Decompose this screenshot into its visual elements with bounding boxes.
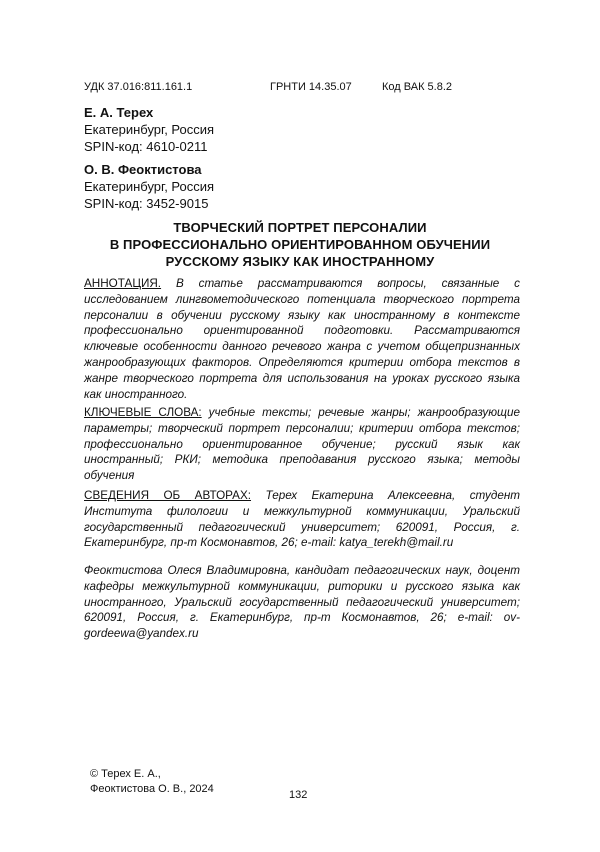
copyright [90,767,214,797]
abstract-label: АННОТАЦИЯ. [84,277,162,290]
copyright-line-1: © Терех Е. А., [90,768,161,780]
author-info-text-1: Терех Екатерина Алексеевна, студент Института филологии и межкультурной коммуникации, Уральский государственный педагогический университет; 620091, Россия, г. Екатеринбург, пр-т Космонавтов, 26; e-mail: katya_terekh@mail.ru [84,489,520,550]
author-name: Е. А. Терех [84,105,154,120]
vak-code: Код ВАК 5.8.2 [382,81,452,93]
author-info-2 [84,563,520,642]
title-line: ТВОРЧЕСКИЙ ПОРТРЕТ ПЕРСОНАЛИИ [173,220,427,235]
author-block-1 [84,104,214,155]
keywords-label: КЛЮЧЕВЫЕ СЛОВА: [84,406,202,419]
author-info-text-2: Феоктистова Олеся Владимировна, кандидат педагогических наук, доцент кафедры межкультурной коммуникации, риторики и русского языка как иностранного, Уральский государственный педагогический университет; 620091, Россия, г. Екатеринбург, пр-т Космонавтов, 26; e-mail: ov-gordeewa@yandex.ru [84,564,520,641]
udk-code: УДК 37.016:811.161.1 [84,81,193,93]
grnti-code: ГРНТИ 14.35.07 [270,81,352,93]
author-name: О. В. Феоктистова [84,162,202,177]
copyright-line-2: Феоктистова О. В., 2024 [90,783,214,795]
author-spin: SPIN-код: 4610-0211 [84,139,208,154]
keywords-text: учебные тексты; речевые жанры; жанрообразующие параметры; творческий портрет персоналии; критерии отбора текстов; профессионально ориентированное обучение; русский язык как иностранный; РКИ; методика преподавания русского языка; методы обучения [84,406,520,483]
author-info-label: СВЕДЕНИЯ ОБ АВТОРАХ: [84,489,252,502]
author-city: Екатеринбург, Россия [84,122,215,137]
title-line: В ПРОФЕССИОНАЛЬНО ОРИЕНТИРОВАННОМ ОБУЧЕНИИ [109,237,491,252]
author-spin: SPIN-код: 3452-9015 [84,196,209,211]
page-number: 132 [289,789,308,801]
title-line: РУССКОМУ ЯЗЫКУ КАК ИНОСТРАННОМУ [165,254,435,269]
article-title [70,219,530,270]
author-info [84,488,520,551]
author-block-2 [84,161,214,212]
abstract [84,276,520,402]
keywords [84,405,520,484]
author-city: Екатеринбург, Россия [84,179,215,194]
abstract-text: В статье рассматриваются вопросы, связанные с исследованием лингвометодического потенциала творческого портрета персоналии в обучении русскому языку как иностранному в контексте профессионально ориентированной подготовки. Рассматриваются ключевые особенности данного речевого жанра с учетом общепризнанных жанрообразующих факторов. Определяются критерии отбора текстов в жанре творческого портрета для использования на уроках русского языка как иностранного. [84,277,521,401]
